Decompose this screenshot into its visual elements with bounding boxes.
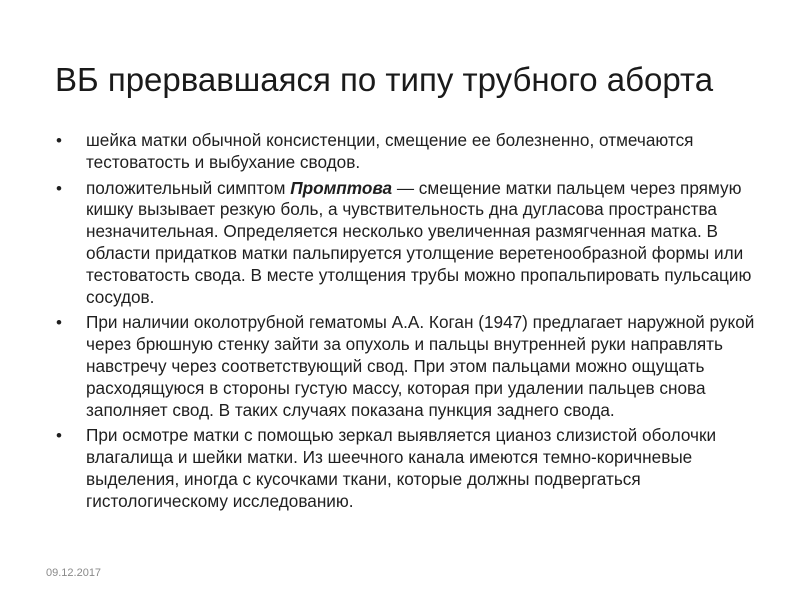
bullet-item [56, 425, 756, 512]
bullet-text: шейка матки обычной консистенции, смещение ее болезненно, отмечаются тестоватость и выбухание сводов. [86, 130, 694, 172]
bullet-list [56, 130, 756, 517]
bullet-text-emphasis: Промптова [290, 177, 393, 198]
bullet-item [56, 178, 756, 309]
bullet-item [56, 312, 756, 421]
bullet-dot-icon: • [56, 178, 62, 198]
bullet-item [56, 130, 756, 174]
bullet-text-before: положительный симптом [86, 177, 291, 198]
bullet-dot-icon: • [56, 313, 62, 333]
bullet-text: При наличии околотрубной гематомы А.А. Коган (1947) предлагает наружной рукой через брюшную стенку зайти за опухоль и пальцы внутренней руки направлять навстречу через соответствующий свод. При этом пальцами можно ощущать расходящуюся в стороны густую массу, которая при удалении пальцев снова заполняет свод. В таких случаях показана пункция заднего свода. [86, 312, 755, 420]
bullet-dot-icon: • [56, 426, 62, 446]
bullet-dot-icon: • [56, 131, 62, 150]
bullet-text: При осмотре матки с помощью зеркал выявляется цианоз слизистой оболочки влагалища и шейки матки. Из шеечного канала имеются темно-коричневые выделения, иногда с кусочками ткани, которые должны подвергаться гистологическому исследованию. [86, 425, 717, 511]
bullet-text-after: — смещение матки пальцем через прямую кишку вызывает резкую боль, а чувствительность дна дугласова пространства незначительная. Определяется несколько увеличенная размягченная матка. В области придатков матки пальпируется утолщение веретенообразной формы или тестоватость свода. В месте утолщения трубы можно пропальпировать пульсацию сосудов. [86, 177, 752, 307]
slide-title: ВБ прервавшаяся по типу трубного аборта [55, 61, 714, 98]
footer-date: 09.12.2017 [46, 567, 102, 579]
